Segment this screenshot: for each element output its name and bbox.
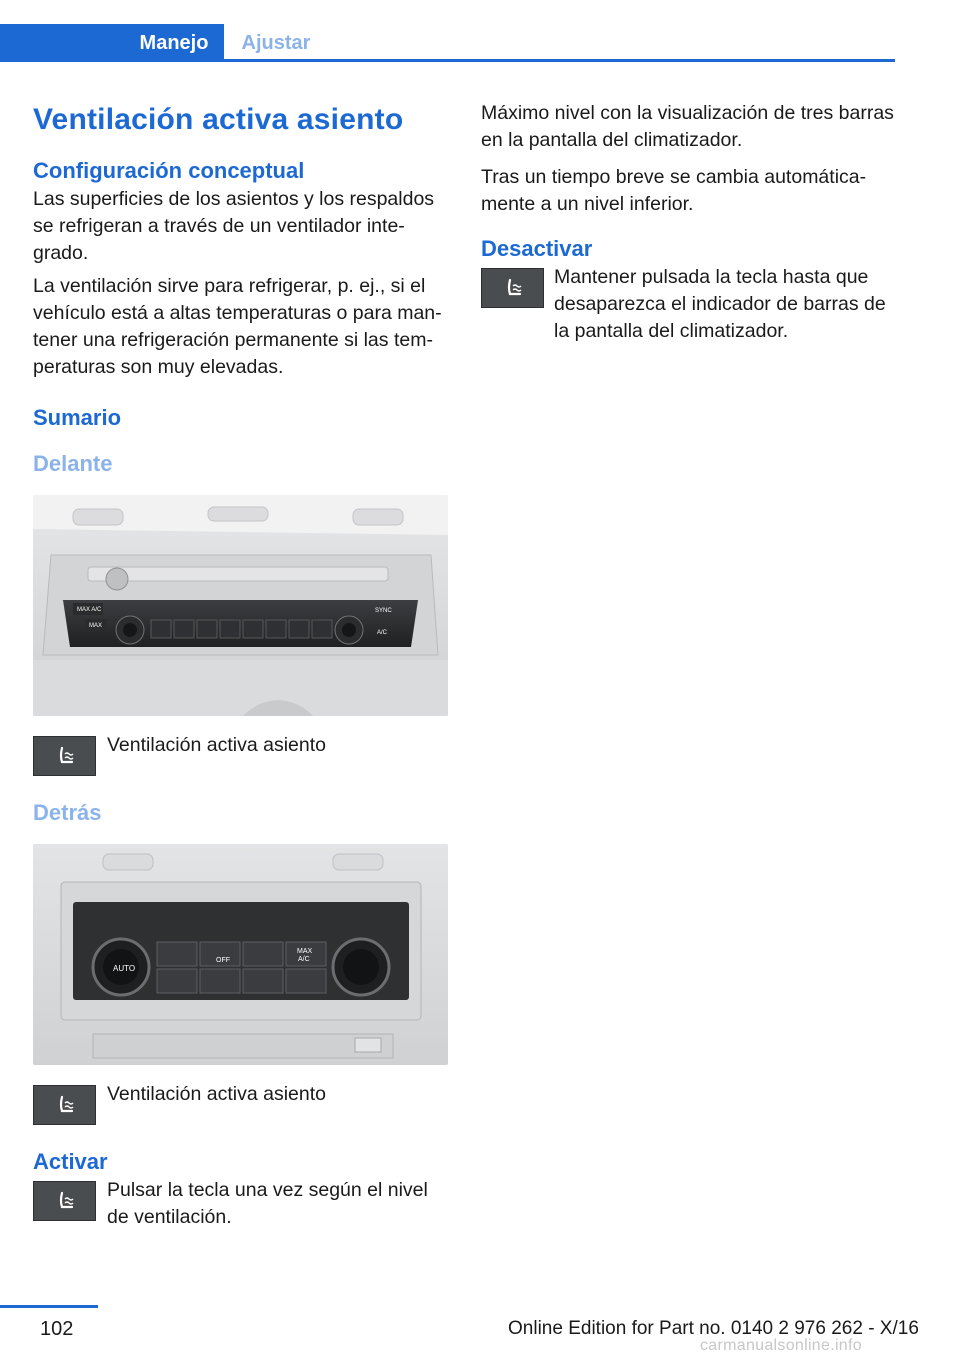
svg-text:MAX: MAX (297, 948, 313, 955)
svg-text:SYNC: SYNC (375, 608, 392, 614)
rear-climate-panel-photo (33, 844, 448, 1065)
front-climate-panel-photo (33, 495, 448, 716)
front-seat-ventilation-row (33, 732, 449, 776)
svg-text:MAX A/C: MAX A/C (77, 607, 102, 613)
rear-heading: Detrás (33, 800, 102, 825)
rear-caption: Ventilación activa asiento (107, 1083, 326, 1105)
deactivate-heading: Desactivar (481, 236, 593, 261)
chapter-tab-bar (0, 24, 895, 62)
concept-heading: Configuración conceptual (33, 158, 305, 183)
front-heading: Delante (33, 451, 113, 476)
seat-ventilation-icon (53, 744, 79, 770)
front-caption: Ventilación activa asiento (107, 734, 326, 756)
page-number: 102 (40, 1318, 74, 1340)
deactivate-row (481, 264, 901, 345)
seat-ventilation-icon (53, 1093, 79, 1119)
right-column (481, 100, 901, 345)
footer-rule (0, 1305, 98, 1308)
tab-manejo[interactable]: Manejo (124, 24, 224, 62)
page-title: Ventilación activa asiento (33, 103, 404, 136)
auto-lower-paragraph: Tras un tiempo breve se cambia automática‐mente a un nivel inferior. (481, 166, 867, 215)
deactivate-text: Mantener pulsada la tecla hasta que desaparezca el indicador de barras de la pantalla del climatizador. (554, 266, 886, 342)
svg-text:OFF: OFF (216, 957, 230, 964)
svg-text:AUTO: AUTO (113, 964, 136, 973)
activate-row (33, 1177, 449, 1231)
seat-ventilation-key[interactable] (481, 268, 544, 308)
svg-text:A/C: A/C (377, 630, 388, 636)
seat-ventilation-icon (501, 276, 527, 302)
seat-ventilation-icon (53, 1189, 79, 1215)
rear-seat-ventilation-row (33, 1081, 449, 1125)
summary-heading: Sumario (33, 405, 122, 430)
seat-ventilation-key[interactable] (33, 736, 96, 776)
svg-text:MAX: MAX (89, 623, 103, 629)
seat-ventilation-key[interactable] (33, 1085, 96, 1125)
tab-bar-lead (0, 24, 124, 62)
activate-text: Pulsar la tecla una vez según el nivel de ventilación. (107, 1179, 428, 1228)
tab-bar-rule (0, 59, 895, 62)
left-column (33, 100, 449, 1231)
watermark: carmanualsonline.info (700, 1337, 862, 1354)
seat-ventilation-key[interactable] (33, 1181, 96, 1221)
concept-paragraph-2: La ventilación sirve para refrigerar, p. ej., si el vehículo está a altas temperaturas o para man‐tener una refrigeración permanente si las tem‐peraturas son muy elevadas. (33, 275, 442, 378)
edition-line: Online Edition for Part no. 0140 2 976 262 - X/16 (508, 1318, 919, 1339)
concept-paragraph-1: Las superficies de los asientos y los respaldos se refrigeran a través de un ventilador inte‐grado. (33, 188, 435, 264)
activate-heading: Activar (33, 1149, 108, 1174)
tab-ajustar[interactable]: Ajustar (241, 32, 311, 54)
max-level-paragraph: Máximo nivel con la visualización de tres barras en la pantalla del climatizador. (481, 102, 894, 151)
svg-text:A/C: A/C (298, 956, 310, 963)
